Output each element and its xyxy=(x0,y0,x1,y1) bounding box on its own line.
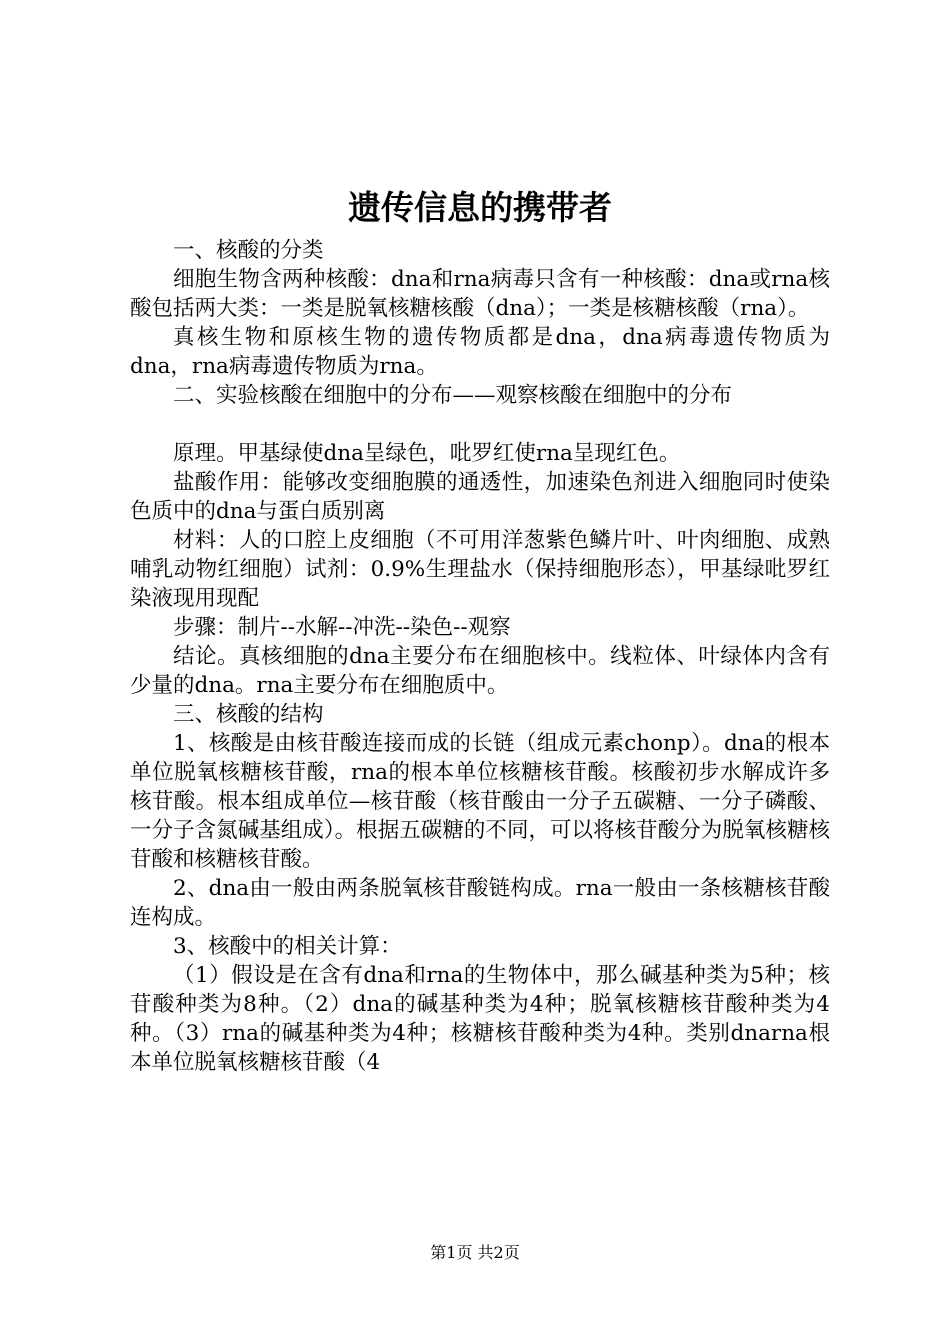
section-heading-structure: 三、核酸的结构 xyxy=(173,702,324,727)
document-body xyxy=(130,236,830,1077)
document-title: 遗传信息的携带者 xyxy=(348,188,612,227)
paragraph-structure-2: 2、dna由一般由两条脱氧核苷酸链构成。rna一般由一条核糖核苷酸连构成。 xyxy=(130,876,830,930)
paragraph-structure-1: 1、核酸是由核苷酸连接而成的长链（组成元素chonp）。dna的根本单位脱氧核糖核苷酸，rna的根本单位核糖核苷酸。核酸初步水解成许多核苷酸。根本组成单位—核苷酸（核苷酸由一分子五碳糖、一分子磷酸、一分子含氮碱基组成）。根据五碳糖的不同，可以将核苷酸分为脱氧核糖核苷酸和核糖核苷酸。 xyxy=(130,731,830,872)
page-footer: 第1页 共2页 xyxy=(430,1243,520,1262)
paragraph-conclusion: 结论。真核细胞的dna主要分布在细胞核中。线粒体、叶绿体内含有少量的dna。rna主要分布在细胞质中。 xyxy=(130,644,830,698)
paragraph-calculation: （1）假设是在含有dna和rna的生物体中，那么碱基种类为5种；核苷酸种类为8种。（2）dna的碱基种类为4种；脱氧核糖核苷酸种类为4种。（3）rna的碱基种类为4种；核糖核苷酸种类为4种。类别dnarna根本单位脱氧核糖核苷酸（4 xyxy=(130,963,830,1075)
paragraph-structure-3: 3、核酸中的相关计算： xyxy=(173,934,402,959)
paragraph-steps: 步骤：制片--水解--冲洗--染色--观察 xyxy=(173,615,511,640)
section-heading-experiment: 二、实验核酸在细胞中的分布——观察核酸在细胞中的分布 xyxy=(173,383,733,408)
section-heading-classification: 一、核酸的分类 xyxy=(173,238,324,263)
paragraph-hcl-function: 盐酸作用：能够改变细胞膜的通透性，加速染色剂进入细胞同时使染色质中的dna与蛋白质别离 xyxy=(130,470,830,524)
paragraph-nucleic-acid-types: 细胞生物含两种核酸：dna和rna病毒只含有一种核酸：dna或rna核酸包括两大类：一类是脱氧核糖核酸（dna）；一类是核糖核酸（rna）。 xyxy=(130,267,830,321)
paragraph-materials: 材料：人的口腔上皮细胞（不可用洋葱紫色鳞片叶、叶肉细胞、成熟哺乳动物红细胞）试剂：0.9%生理盐水（保持细胞形态），甲基绿吡罗红染液现用现配 xyxy=(130,528,830,611)
paragraph-genetic-material: 真核生物和原核生物的遗传物质都是dna，dna病毒遗传物质为dna，rna病毒遗传物质为rna。 xyxy=(130,325,830,379)
paragraph-principle: 原理。甲基绿使dna呈绿色，吡罗红使rna呈现红色。 xyxy=(173,441,681,466)
